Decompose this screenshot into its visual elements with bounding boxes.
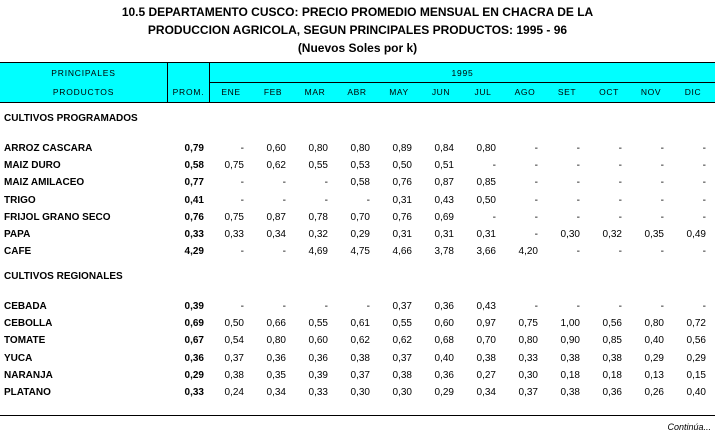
prom-value: 0,67 (184, 335, 204, 347)
month-value: - (534, 143, 538, 154)
header-month: ABR (347, 87, 367, 97)
month-value: 0,37 (224, 352, 244, 364)
continues-note: Continúa... (667, 422, 711, 432)
month-value: 0,31 (392, 229, 412, 240)
month-value: 0,75 (224, 160, 244, 172)
month-value: 0,69 (434, 211, 454, 223)
table-header (0, 62, 715, 103)
table-row (0, 141, 715, 157)
month-value: - (576, 246, 580, 258)
month-value: 0,55 (392, 318, 412, 330)
month-value: 0,39 (308, 369, 328, 381)
header-year-divider (210, 82, 715, 83)
month-value: 0,33 (308, 387, 328, 398)
month-value: 0,85 (602, 335, 622, 347)
month-value: - (702, 143, 706, 154)
month-value: 0,33 (518, 352, 538, 364)
month-value: 4,75 (350, 246, 370, 258)
month-value: 0,36 (434, 301, 454, 312)
month-value: 0,30 (560, 229, 580, 240)
month-value: - (324, 301, 328, 312)
month-value: - (240, 194, 244, 206)
table-row (0, 193, 715, 209)
header-prom: PROM. (172, 87, 205, 97)
month-value: 0,38 (350, 352, 370, 364)
month-value: 1,00 (560, 318, 580, 330)
month-value: - (324, 194, 328, 206)
month-value: 0,29 (686, 352, 706, 364)
month-value: 0,76 (392, 177, 412, 189)
month-value: 0,38 (560, 352, 580, 364)
month-value: 0,56 (686, 335, 706, 347)
table-row (0, 158, 715, 174)
month-value: 0,34 (266, 229, 286, 240)
month-value: 0,53 (350, 160, 370, 172)
month-value: - (618, 160, 622, 172)
month-value: - (534, 177, 538, 189)
month-value: 0,87 (266, 211, 286, 223)
product-name: YUCA (4, 352, 33, 364)
month-value: 0,62 (392, 335, 412, 347)
month-value: 0,40 (644, 335, 664, 347)
month-value: 0,54 (224, 335, 244, 347)
section-title: CULTIVOS PROGRAMADOS (4, 113, 138, 124)
month-value: 0,80 (518, 335, 538, 347)
month-value: 0,38 (476, 352, 496, 364)
month-value: 0,72 (686, 318, 706, 330)
month-value: - (660, 160, 664, 172)
month-value: 0,18 (602, 369, 622, 381)
month-value: - (702, 177, 706, 189)
month-value: 4,69 (308, 246, 328, 258)
month-value: - (324, 177, 328, 189)
month-value: - (618, 143, 622, 154)
month-value: - (576, 301, 580, 312)
product-name: PAPA (4, 229, 31, 240)
month-value: 0,32 (602, 229, 622, 240)
month-value: - (702, 301, 706, 312)
month-value: 0,18 (560, 369, 580, 381)
month-value: 0,26 (644, 387, 664, 398)
month-value: 0,60 (434, 318, 454, 330)
month-value: 0,80 (476, 143, 496, 154)
month-value: 0,60 (266, 143, 286, 154)
month-value: 0,38 (224, 369, 244, 381)
header-products-line2: PRODUCTOS (52, 87, 115, 97)
month-value: - (534, 194, 538, 206)
header-month: OCT (599, 87, 619, 97)
month-value: 0,24 (224, 387, 244, 398)
product-name: NARANJA (4, 369, 53, 381)
product-name: CAFE (4, 246, 32, 258)
table-bottom-rule (0, 415, 715, 416)
month-value: 0,34 (266, 387, 286, 398)
month-value: - (618, 246, 622, 258)
month-value: 0,36 (602, 387, 622, 398)
month-value: 0,37 (392, 352, 412, 364)
month-value: 0,58 (350, 177, 370, 189)
month-value: - (240, 143, 244, 154)
product-name: MAIZ DURO (4, 160, 61, 172)
month-value: 0,38 (560, 387, 580, 398)
table-title-line2: PRODUCCION AGRICOLA, SEGUN PRINCIPALES PRODUCTOS: 1995 - 96 (147, 23, 568, 37)
prom-value: 0,39 (184, 301, 204, 312)
header-month: FEB (263, 87, 283, 97)
month-value: 0,78 (308, 211, 328, 223)
month-value: 0,27 (476, 369, 496, 381)
month-value: 0,30 (518, 369, 538, 381)
month-value: - (282, 301, 286, 312)
month-value: - (702, 211, 706, 223)
month-value: 0,30 (392, 387, 412, 398)
month-value: - (660, 143, 664, 154)
month-value: 0,55 (308, 160, 328, 172)
month-value: 0,97 (476, 318, 496, 330)
month-value: 0,61 (350, 318, 370, 330)
month-value: - (366, 301, 370, 312)
month-value: 0,31 (392, 194, 412, 206)
header-month: DIC (684, 87, 702, 97)
header-month: NOV (640, 87, 662, 97)
month-value: 0,75 (224, 211, 244, 223)
month-value: 3,78 (434, 246, 454, 258)
month-value: 0,70 (476, 335, 496, 347)
section-title: CULTIVOS REGIONALES (4, 271, 123, 282)
header-products-line1: PRINCIPALES (51, 68, 116, 78)
month-value: 0,31 (434, 229, 454, 240)
month-value: 0,76 (392, 211, 412, 223)
month-value: 0,62 (266, 160, 286, 172)
month-value: 0,50 (224, 318, 244, 330)
prom-value: 0,33 (184, 229, 204, 240)
month-value: 4,66 (392, 246, 412, 258)
month-value: - (576, 143, 580, 154)
month-value: - (702, 246, 706, 258)
month-value: 0,38 (392, 369, 412, 381)
month-value: - (660, 211, 664, 223)
month-value: - (534, 211, 538, 223)
product-name: PLATANO (4, 387, 51, 398)
month-value: 0,32 (308, 229, 328, 240)
month-value: 0,80 (308, 143, 328, 154)
month-value: - (660, 177, 664, 189)
month-value: 4,20 (518, 246, 538, 258)
month-value: 0,49 (686, 229, 706, 240)
month-value: 0,40 (434, 352, 454, 364)
month-value: 0,36 (308, 352, 328, 364)
month-value: 0,70 (350, 211, 370, 223)
month-value: 0,36 (266, 352, 286, 364)
month-value: 0,89 (392, 143, 412, 154)
month-value: 0,29 (644, 352, 664, 364)
table-row (0, 210, 715, 226)
month-value: 0,50 (476, 194, 496, 206)
month-value: - (576, 211, 580, 223)
table-row (0, 385, 715, 401)
month-value: - (534, 229, 538, 240)
prom-value: 0,76 (184, 211, 204, 223)
prom-value: 4,29 (184, 246, 204, 258)
prom-value: 0,79 (184, 143, 204, 154)
header-month: MAY (389, 87, 409, 97)
header-year: 1995 (451, 68, 474, 78)
month-value: 0,38 (602, 352, 622, 364)
table-row (0, 333, 715, 349)
month-value: 0,37 (518, 387, 538, 398)
month-value: - (534, 160, 538, 172)
header-month: SET (557, 87, 577, 97)
month-value: 0,29 (434, 387, 454, 398)
month-value: - (240, 301, 244, 312)
month-value: - (492, 160, 496, 172)
month-value: 0,80 (644, 318, 664, 330)
header-month: ENE (221, 87, 241, 97)
month-value: - (492, 211, 496, 223)
header-month: MAR (304, 87, 326, 97)
header-month: JUN (431, 87, 451, 97)
month-value: 0,55 (308, 318, 328, 330)
month-value: 0,80 (266, 335, 286, 347)
month-value: 0,31 (476, 229, 496, 240)
prom-value: 0,29 (184, 369, 204, 381)
month-value: 0,60 (308, 335, 328, 347)
month-value: 0,15 (686, 369, 706, 381)
month-value: - (618, 177, 622, 189)
month-value: 0,30 (350, 387, 370, 398)
month-value: 0,40 (686, 387, 706, 398)
month-value: 3,66 (476, 246, 496, 258)
table-row (0, 175, 715, 191)
month-value: 0,29 (350, 229, 370, 240)
product-name: MAIZ AMILACEO (4, 177, 85, 189)
prom-value: 0,36 (184, 352, 204, 364)
month-value: - (618, 194, 622, 206)
month-value: - (660, 246, 664, 258)
product-name: TRIGO (4, 194, 36, 206)
month-value: - (660, 301, 664, 312)
month-value: - (282, 177, 286, 189)
month-value: 0,85 (476, 177, 496, 189)
month-value: - (534, 301, 538, 312)
month-value: - (366, 194, 370, 206)
month-value: 0,56 (602, 318, 622, 330)
table-row (0, 227, 715, 243)
table-title-units: (Nuevos Soles por k) (297, 41, 418, 55)
month-value: - (576, 160, 580, 172)
month-value: 0,35 (266, 369, 286, 381)
month-value: 0,33 (224, 229, 244, 240)
prom-value: 0,41 (184, 194, 204, 206)
table-row (0, 351, 715, 367)
month-value: 0,37 (392, 301, 412, 312)
month-value: - (576, 194, 580, 206)
header-month: JUL (474, 87, 492, 97)
header-month: AGO (514, 87, 536, 97)
month-value: - (282, 194, 286, 206)
product-name: CEBOLLA (4, 318, 53, 330)
month-value: - (702, 194, 706, 206)
product-name: FRIJOL GRANO SECO (4, 211, 111, 223)
table-row (0, 316, 715, 332)
product-name: ARROZ CASCARA (4, 143, 93, 154)
month-value: - (576, 177, 580, 189)
product-name: CEBADA (4, 301, 47, 312)
table-row (0, 368, 715, 384)
table-row (0, 244, 715, 260)
month-value: 0,84 (434, 143, 454, 154)
prom-value: 0,77 (184, 177, 204, 189)
prom-value: 0,69 (184, 318, 204, 330)
month-value: 0,37 (350, 369, 370, 381)
month-value: 0,34 (476, 387, 496, 398)
prom-value: 0,33 (184, 387, 204, 398)
month-value: - (618, 301, 622, 312)
month-value: 0,80 (350, 143, 370, 154)
month-value: 0,75 (518, 318, 538, 330)
month-value: - (282, 246, 286, 258)
month-value: 0,35 (644, 229, 664, 240)
month-value: 0,68 (434, 335, 454, 347)
month-value: 0,43 (434, 194, 454, 206)
month-value: 0,50 (392, 160, 412, 172)
table-title-line1: 10.5 DEPARTAMENTO CUSCO: PRECIO PROMEDIO MENSUAL EN CHACRA DE LA (121, 5, 594, 19)
month-value: 0,87 (434, 177, 454, 189)
month-value: 0,51 (434, 160, 454, 172)
product-name: TOMATE (4, 335, 46, 347)
month-value: 0,62 (350, 335, 370, 347)
month-value: - (240, 246, 244, 258)
month-value: 0,90 (560, 335, 580, 347)
prom-value: 0,58 (184, 160, 204, 172)
month-value: - (618, 211, 622, 223)
month-value: - (660, 194, 664, 206)
month-value: 0,36 (434, 369, 454, 381)
table-row (0, 299, 715, 315)
month-value: - (702, 160, 706, 172)
month-value: 0,43 (476, 301, 496, 312)
month-value: - (240, 177, 244, 189)
month-value: 0,13 (644, 369, 664, 381)
month-value: 0,66 (266, 318, 286, 330)
